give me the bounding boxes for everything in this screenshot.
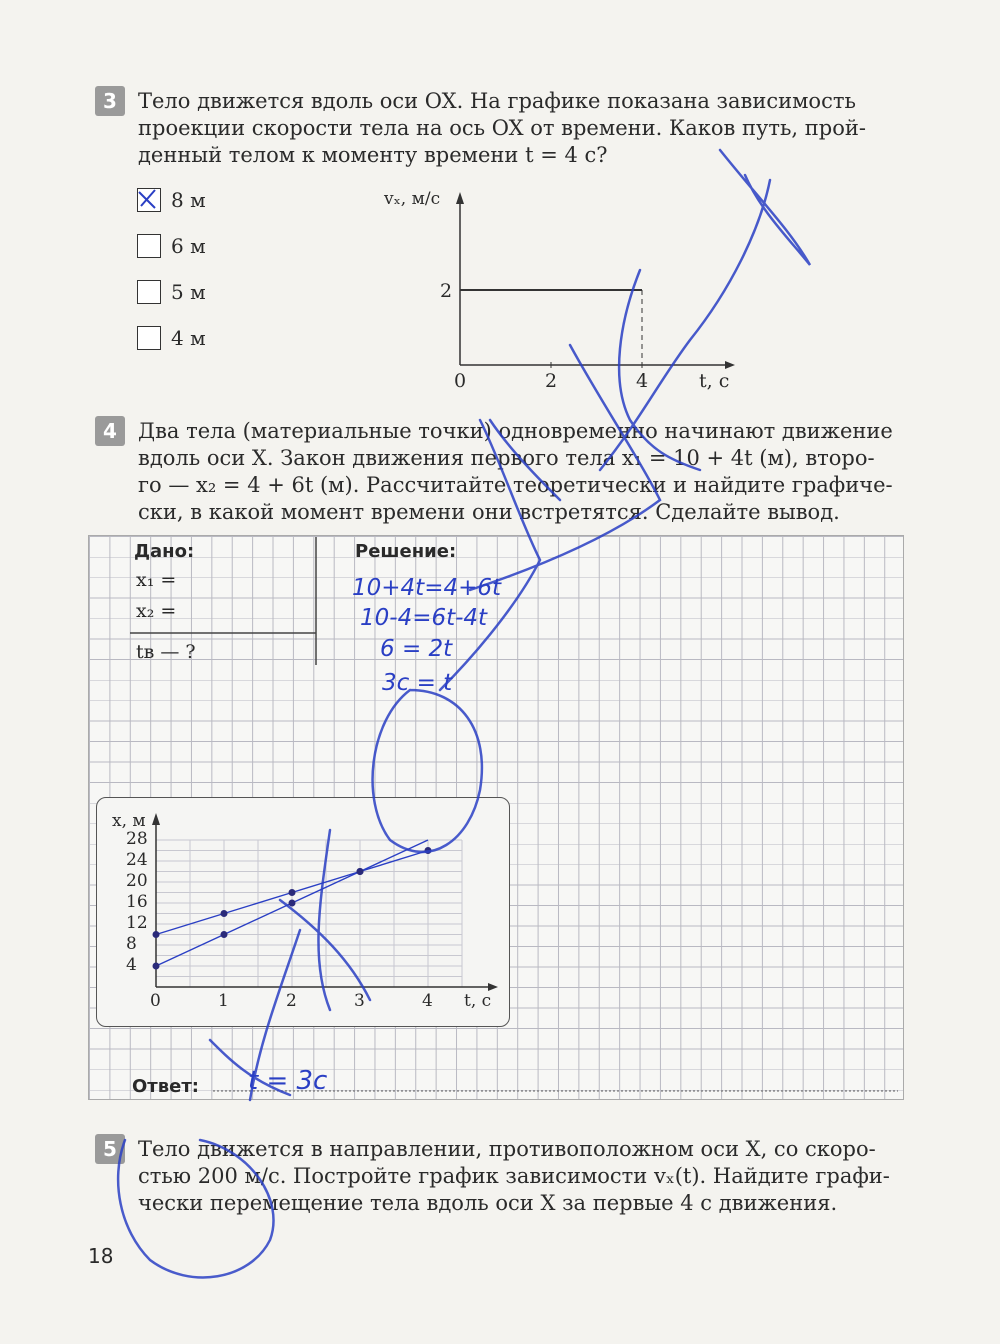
data-point bbox=[221, 910, 228, 917]
task-3-line3: денный телом к моменту времени t = 4 с? bbox=[138, 143, 608, 167]
checkbox[interactable] bbox=[137, 280, 161, 304]
x-tick-label: 3 bbox=[354, 991, 365, 1011]
option-6m[interactable] bbox=[137, 234, 206, 258]
data-point bbox=[153, 963, 160, 970]
data-point bbox=[289, 900, 296, 907]
solution-title: Решение: bbox=[355, 541, 457, 562]
y-tick-label: 8 bbox=[126, 934, 137, 954]
hand-line-2: 10-4=6t-4t bbox=[360, 605, 488, 631]
given-x1: x₁ = bbox=[136, 569, 177, 591]
task-4-line1: Два тела (материальные точки) одновременно начинают движение bbox=[138, 419, 893, 443]
x-tick-label: 0 bbox=[150, 991, 161, 1011]
task-3-line1: Тело движется вдоль оси OX. На графике показана зависимость bbox=[138, 89, 856, 113]
vgraph-x-tick-0: 0 bbox=[454, 370, 467, 392]
checkbox[interactable] bbox=[137, 326, 161, 350]
task-4-line2: вдоль оси X. Закон движения первого тела x₁ = 10 + 4t (м), второ- bbox=[138, 446, 875, 470]
task-3-line2: проекции скорости тела на ось OX от времени. Каков путь, прой- bbox=[138, 116, 866, 140]
y-axis-arrow-icon bbox=[152, 813, 160, 825]
option-8m[interactable] bbox=[137, 188, 206, 212]
answer-label: Ответ: bbox=[132, 1076, 199, 1097]
hand-line-4: 3с = t bbox=[382, 670, 453, 696]
vgraph-y-label: vₓ, м/с bbox=[384, 189, 441, 209]
option-label: 4 м bbox=[171, 326, 206, 350]
check-mark-icon bbox=[135, 186, 159, 210]
task-4-line4: ски, в какой момент времени они встретятся. Сделайте вывод. bbox=[138, 500, 840, 524]
task-4-number: 4 bbox=[95, 416, 125, 446]
vgraph-x-tick-2: 2 bbox=[545, 370, 558, 392]
velocity-graph bbox=[380, 180, 740, 395]
hand-line-3: 6 = 2t bbox=[380, 636, 453, 662]
x-tick-label: 1 bbox=[218, 991, 229, 1011]
given-x2: x₂ = bbox=[136, 600, 177, 622]
hand-line-1: 10+4t=4+6t bbox=[352, 575, 502, 601]
vgraph-x-label: t, с bbox=[699, 370, 730, 392]
x-axis-arrow-icon bbox=[488, 983, 498, 991]
given-title: Дано: bbox=[134, 541, 195, 562]
option-5m[interactable] bbox=[137, 280, 206, 304]
y-tick-label: 4 bbox=[126, 955, 137, 975]
checkbox[interactable] bbox=[137, 234, 161, 258]
option-label: 6 м bbox=[171, 234, 206, 258]
xgraph-y-label: x, м bbox=[112, 811, 146, 831]
data-point bbox=[289, 889, 296, 896]
y-tick-label: 24 bbox=[126, 850, 148, 870]
y-tick-label: 16 bbox=[126, 892, 148, 912]
y-tick-label: 28 bbox=[126, 829, 148, 849]
option-4m[interactable] bbox=[137, 326, 206, 350]
task-4-line3: го — x₂ = 4 + 6t (м). Рассчитайте теоретически и найдите графиче- bbox=[138, 473, 893, 497]
vgraph-x-tick-4: 4 bbox=[636, 370, 649, 392]
y-tick-label: 20 bbox=[126, 871, 148, 891]
option-label: 8 м bbox=[171, 188, 206, 212]
option-label: 5 м bbox=[171, 280, 206, 304]
vgraph-y-tick: 2 bbox=[440, 280, 453, 302]
data-point bbox=[153, 931, 160, 938]
data-point bbox=[221, 931, 228, 938]
y-tick-label: 12 bbox=[126, 913, 148, 933]
data-point bbox=[425, 847, 432, 854]
x-tick-label: 2 bbox=[286, 991, 297, 1011]
checkbox-checked[interactable] bbox=[137, 188, 161, 212]
find-t: tв — ? bbox=[136, 641, 196, 663]
task-5-line3: чески перемещение тела вдоль оси X за первые 4 с движения. bbox=[138, 1191, 838, 1215]
task-5-line2: стью 200 м/с. Постройте график зависимости vₓ(t). Найдите графи- bbox=[138, 1164, 890, 1188]
xgraph-x-label: t, с bbox=[464, 991, 492, 1011]
answer-handwriting: t = 3с bbox=[248, 1066, 328, 1096]
task-3-number: 3 bbox=[95, 86, 125, 116]
task-5-line1: Тело движется в направлении, противоположном оси X, со скоро- bbox=[138, 1137, 876, 1161]
page-number: 18 bbox=[88, 1244, 114, 1268]
x-tick-label: 4 bbox=[422, 991, 433, 1011]
task-5-number: 5 bbox=[95, 1134, 125, 1164]
data-point bbox=[357, 868, 364, 875]
